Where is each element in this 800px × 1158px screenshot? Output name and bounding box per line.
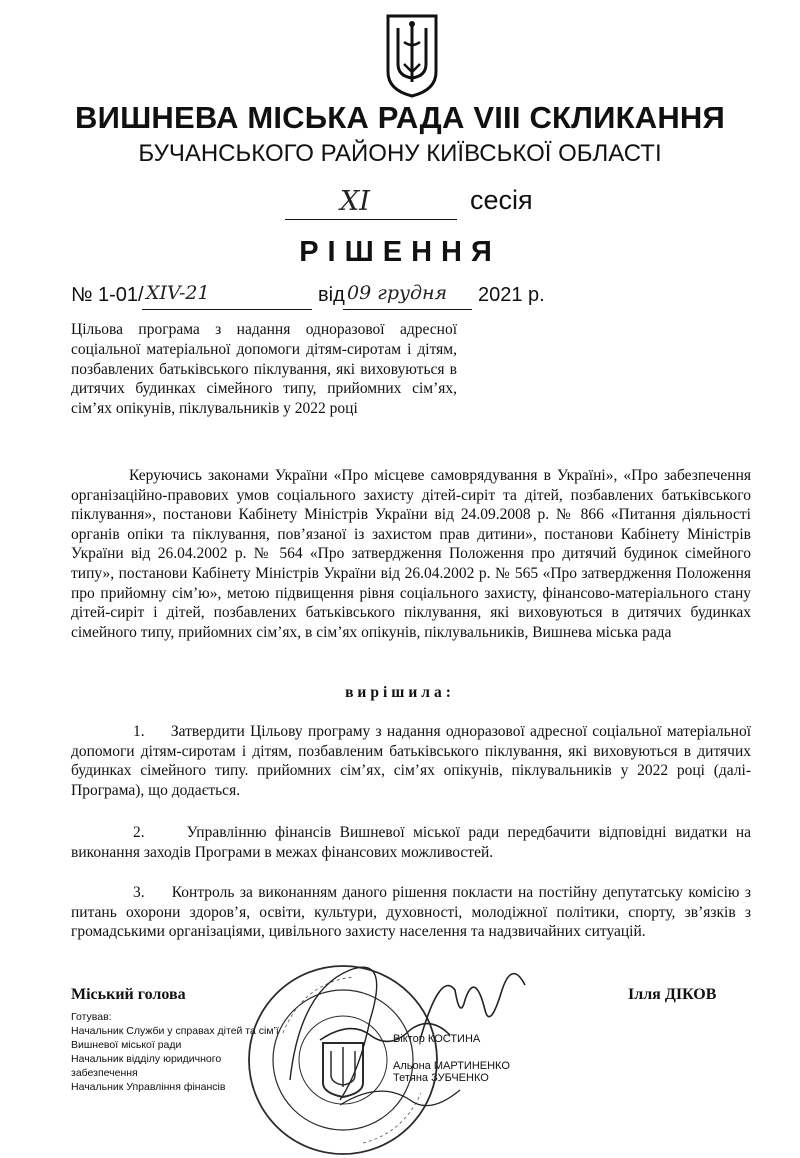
prepared-line: Вишневої міської ради [71, 1039, 182, 1051]
session-underline [285, 189, 457, 220]
decision-date: 09 грудня [347, 282, 448, 304]
prepared-line: Готував: [71, 1011, 112, 1023]
coat-of-arms-icon [384, 12, 440, 98]
intro-paragraph: Керуючись законами України «Про місцеве самоврядування в Україні», «Про забезпечення організаційно-правових умов соціального захисту дітей-сиріт та дітей, позбавлених батьківського піклування», постанови Кабінету Міністрів України від 24.09.2008 р. № 866 «Питання діяльності органів опіки та піклування, пов’язаної із захистом прав дитини», постанови Кабінету Міністрів України від 26.04.2002 р. № 564 «Про затвердження Положення про дитячий будинок сімейного типу», постанови Кабінету Міністрів України від 26.04.2002 р. № 565 «Про затвердження Положення про прийомну сім’ю», метою підвищення рівня соціального захисту, фінансово-матеріального стану дітей-сиріт і дітей, позбавлених батьківського піклування, які виховуються в дитячих будинках сімейного типу, прийомних сім’ях, в сім’ях опікунів, піклувальників, Вишнева міська рада [71, 467, 751, 641]
prepared-line: Начальник відділу юридичного [71, 1053, 222, 1065]
prepared-line: Начальник Управління фінансів [71, 1081, 226, 1093]
signer-name: Тетяна ЗУБЧЕНКО [393, 1072, 489, 1084]
mayor-label: Міський голова [71, 986, 186, 1003]
mayor-signature [280, 930, 550, 1130]
council-title: ВИШНЕВА МІСЬКА РАДА VIII СКЛИКАННЯ [75, 100, 725, 135]
decision-item-3: 3. Контроль за виконанням даного рішення покласти на постійну депутатську комісію з питань охорони здоров’я, освіти, культури, духовності, молодіжної політики, спорту, зв’язків з громадськими організаціями, цивільного захисту населення та надзвичайних ситуацій. [71, 884, 751, 941]
decision-number: XIV-21 [146, 282, 210, 304]
decision-item-1: 1. Затвердити Цільову програму з надання одноразової адресної соціальної матеріальної допомоги дітям-сиротам і дітям, позбавленим батьківського піклування, які виховуються в дитячих будинках сімейного типу. прийомних сім’ях, сім’ях опікунів, піклувальників у 2022 році (далі-Програма), що додається. [71, 723, 751, 799]
decision-year: 2021 р. [478, 284, 545, 306]
program-title: Цільова програма з надання одноразової адресної соціальної матеріальної допомоги дітям-сиротам і дітям, позбавлених батьківського піклування, які виховуються в дитячих будинках сімейного типу, прийомних сім’ях, сім’ях опікунів, піклувальників у 2022 році [71, 321, 457, 418]
date-from-label: від [318, 284, 345, 306]
prepared-line: забезпечення [71, 1067, 138, 1079]
decision-item-2: 2. Управлінню фінансів Вишневої міської ради передбачити відповідні видатки на виконання заходів Програми в межах фінансових можливостей. [71, 824, 751, 861]
decision-number-prefix: № 1-01/ [71, 284, 144, 306]
signer-name: Віктор КОСТИНА [393, 1033, 481, 1045]
council-subtitle: БУЧАНСЬКОГО РАЙОНУ КИЇВСЬКОЇ ОБЛАСТІ [138, 140, 662, 167]
mayor-name: Ілля ДІКОВ [628, 986, 717, 1003]
signer-name: Альона МАРТИНЕНКО [393, 1060, 510, 1072]
prepared-line: Начальник Служби у справах дітей та сім’ї [71, 1025, 279, 1037]
session-label: сесія [470, 185, 533, 215]
resolved-label: вирішила: [345, 684, 455, 701]
session-number: XI [340, 186, 370, 217]
decision-title: РІШЕННЯ [299, 236, 501, 268]
